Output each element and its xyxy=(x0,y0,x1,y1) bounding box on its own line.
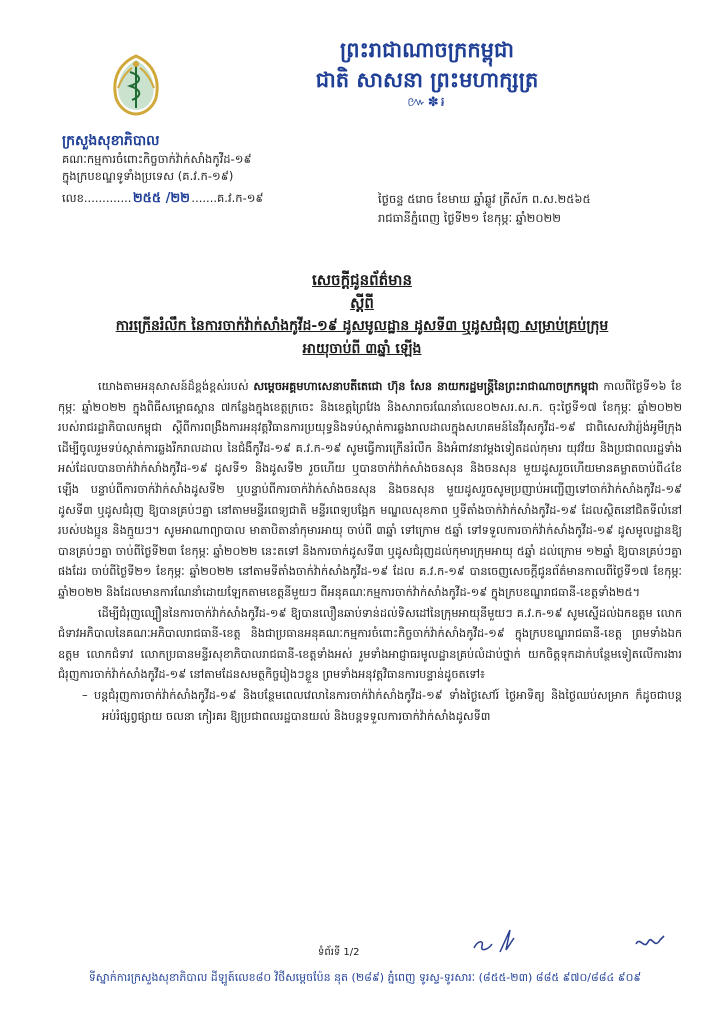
issuer-block xyxy=(62,132,362,207)
header-right xyxy=(262,36,592,112)
p1-rest: កាលពីថ្ងៃទី១៦ ខែកុម្ភៈ ឆ្នាំ២០២២ ក្នុងពិធីសម្ពោធស្ពាន ៧កន្លែងក្នុងខេត្តក្រចេះ និងខេត្តព្រៃវែង និងសារាចរណែនាំលេខ០២សរ.ស.ក. ចុះថ្ងៃទី១៧ ខែកុម្ភៈ ឆ្នាំ២០២២ របស់រាជរដ្ឋាភិបាលកម្ពុជា ស្ដីពីការពង្រឹងការអនុវត្តវិធានការប្រយុទ្ធនិងទប់ស្កាត់ការឆ្លងរាលដាលក្នុងសហគមន៍នៃវីរុសកូវីដ-១៩ ជាពិសេសវ៉ារ្យ៉ង់អូមីក្រុង ដើម្បីចូលរួមទប់ស្កាត់ការឆ្លងរីករាលដាល នៃជំងឺកូវីដ-១៩ គ.វ.ក-១៩ សូមធ្វើការក្រើនរំលឹក និងអំពាវនាវម្ដងទៀតដល់កុមារ យុវវ័យ និងប្រជាពលរដ្ឋទាំងអស់ដែលបានចាក់វ៉ាក់សាំងកូវីដ-១៩ ដូសទី១ និងដូសទី២ រួចហើយ ឬបានចាក់វ៉ាក់សាំងចនសុន និងចនសុន មួយដូសរួចហើយមានគម្លាតចាប់ពី៤ខែឡើង បន្ទាប់ពីការចាក់វ៉ាក់សាំងដូសទី២ ឬបន្ទាប់ពីការចាក់វ៉ាក់សាំងចនសុន និងចនសុន មួយដូសរួចសូមប្រញាប់អញ្ជើញទៅចាក់វ៉ាក់សាំងកូវីដ-១៩ ដូសទី៣ ឬដូសជំរុញ ឱ្យបានគ្រប់ៗគ្នា នៅតាមមន្ទីរពេទ្យជាតិ មន្ទីរពេទ្យបង្អែក មណ្ឌលសុខភាព ឬទីតាំងចាក់វ៉ាក់សាំងកូវីដ-១៩ ដែលស្ថិតនៅជិតទីលំនៅរបស់បងប្អូន និងក្មួយៗ។ សូមអាណាព្យាបាល មាតាបិតានាំកុមារអាយុ ចាប់ពី ៣ឆ្នាំ ទៅក្រោម ៥ឆ្នាំ ទៅទទួលការចាក់វ៉ាក់សាំងកូវីដ-១៩ ដូសមូលដ្ឋានឱ្យបានគ្រប់ៗគ្នា ចាប់ពីថ្ងៃទី២៣ ខែកុម្ភៈ ឆ្នាំ២០២២ នេះតទៅ និងការចាក់ដូសទី៣ ឬដូសជំរុញដល់កុមារក្រុមអាយុ ៥ឆ្នាំ ដល់ក្រោម ១២ឆ្នាំ ឱ្យបានគ្រប់ៗគ្នា ផងដែរ ចាប់ពីថ្ងៃទី២១ ខែកុម្ភៈ ឆ្នាំ២០២២ នៅតាមទីតាំងចាក់វ៉ាក់សាំងកូវីដ-១៩ ដែល គ.វ.ក-១៩ បានចេញសេចក្ដីជូនព័ត៌មានកាលពីថ្ងៃទី១៧ ខែកុម្ភៈ ឆ្នាំ២០២២ និងដែលមានការណែនាំដោយឡែកតាមខេត្តនីមួយៗ ពីអនុគណៈកម្មការចាក់វ៉ាក់សាំងកូវីដ-១៩ ក្នុងក្របខណ្ឌរាជធានី-ខេត្តទាំង២៥។ xyxy=(58,380,682,599)
document-title xyxy=(40,268,684,360)
signature-icon xyxy=(470,926,530,956)
date-block xyxy=(378,190,708,228)
kingdom-title: ព្រះរាជាណាចក្រកម្ពុជា xyxy=(339,37,514,62)
reference-number-line xyxy=(62,190,362,207)
footer-address: ទីស្នាក់ការក្រសួងសុខាភិបាល ដីឡូត៍លេខ៨០ វិថីសម្ដេចប៉ែន នុត (២៨៩) ភ្នំពេញ ទូរស្ទ-ទូរសារៈ (៨៥៥-២៣) ៨៨៥ ៩៧០/៨៨៤ ៩០៩ xyxy=(88,971,642,984)
committee-name: គណៈកម្មការចំពោះកិច្ចចាក់វ៉ាក់សាំងកូវីដ-១៩ xyxy=(62,152,252,166)
paragraph-1 xyxy=(58,376,682,604)
page-number: ទំព័រទី 1/2 xyxy=(318,947,360,958)
title-line3: ការក្រើនរំលឹក នៃការចាក់វ៉ាក់សាំងកូវីដ-១៩ ដូសមូលដ្ឋាន ដូសទី៣ ឬដូសជំរុញ សម្រាប់គ្រប់ក្រុម xyxy=(115,318,609,334)
ref-prefix: លេខ............. xyxy=(62,191,132,205)
ministry-name: ក្រសួងសុខាភិបាល xyxy=(62,133,160,149)
bullet-1: – បន្តជំរុញការចាក់វ៉ាក់សាំងកូវីដ-១៩ និងបន្ថែមពេលវេលានៃការចាក់វ៉ាក់សាំងកូវីដ-១៩ ទាំងថ្ងៃសៅរ៍ ថ្ងៃអាទិត្យ និងថ្ងៃឈប់សម្រាក ក៏ដូចជាបន្តអប់រំផ្សព្វផ្សាយ ចលនា កៀរគរ ឱ្យប្រជាពលរដ្ឋបានយល់ និងបន្តទទួលការចាក់វ៉ាក់សាំងដូសទី៣ xyxy=(82,688,682,723)
ref-suffix: .......គ.វ.ក-១៩ xyxy=(191,191,264,205)
date-solar: រាជធានីភ្នំពេញ ថ្ងៃទី២១ ខែកុម្ភៈ ឆ្នាំ២០២២ xyxy=(378,211,561,225)
title-line1: សេចក្ដីជូនព័ត៌មាន xyxy=(312,271,412,289)
paragraph-2: ដើម្បីជំរុញល្បឿននៃការចាក់វ៉ាក់សាំងកូវីដ-១៩ ឱ្យបានលឿនឆាប់ទាន់ដល់ទិសដៅនៃក្រុមអាយុនីមួយៗ គ.វ.ក-១៩ សូមស្នើដល់ឯកឧត្តម លោកជំទាវអភិបាលនៃគណៈអភិបាលរាជធានី-ខេត្ត និងជាប្រធានអនុគណៈកម្មការចំពោះកិច្ចចាក់វ៉ាក់សាំងកូវីដ-១៩ ក្នុងក្របខណ្ឌរាជធានី-ខេត្ត ព្រមទាំងឯកឧត្តម លោកជំទាវ លោកប្រធានមន្ទីរសុខាភិបាលរាជធានី-ខេត្តទាំងអស់ រួមទាំងអាជ្ញាធរមូលដ្ឋានគ្រប់លំដាប់ថ្នាក់ យកចិត្តទុកដាក់បន្ថែមទៀតលើការងារជំរុញការចាក់វ៉ាក់សាំងកូវីដ-១៩ នៅតាមដែនសមត្ថកិច្ចរៀងៗខ្លួន ព្រមទាំងអនុវត្តវិធានការបន្ទាន់ដូចតទៅ៖ xyxy=(58,606,682,682)
ref-number: ២៥៥ /២២ xyxy=(132,191,191,206)
committee-scope: ក្នុងក្របខណ្ឌទូទាំងប្រទេស (គ.វ.ក-១៩) xyxy=(62,169,234,183)
ministry-logo-icon xyxy=(104,52,168,118)
title-line4: អាយុចាប់ពី ៣ឆ្នាំ ឡើង xyxy=(302,341,422,357)
p1-bold: សម្ដេចអគ្គមហាសេនាបតីតេជោ ហ៊ុន សែន នាយករដ្ឋមន្ត្រីនៃព្រះរាជាណាចក្រកម្ពុជា xyxy=(253,379,599,393)
date-lunar: ថ្ងៃចន្ទ ៥រោច ខែមាឃ ឆ្នាំឆ្លូវ ត្រីស័ក ព.ស.២៥៦៥ xyxy=(378,192,591,206)
initials-icon xyxy=(632,930,668,954)
title-line2: ស្ដីពី xyxy=(350,294,374,312)
document-body xyxy=(58,376,682,727)
ornament: ៚✽៛ xyxy=(407,95,447,110)
p1-intro: យោងតាមអនុសាសន៍ដ៏ខ្ពង់ខ្ពស់របស់ xyxy=(98,380,254,393)
national-motto: ជាតិ សាសនា ព្រះមហាក្សត្រ xyxy=(315,67,539,92)
